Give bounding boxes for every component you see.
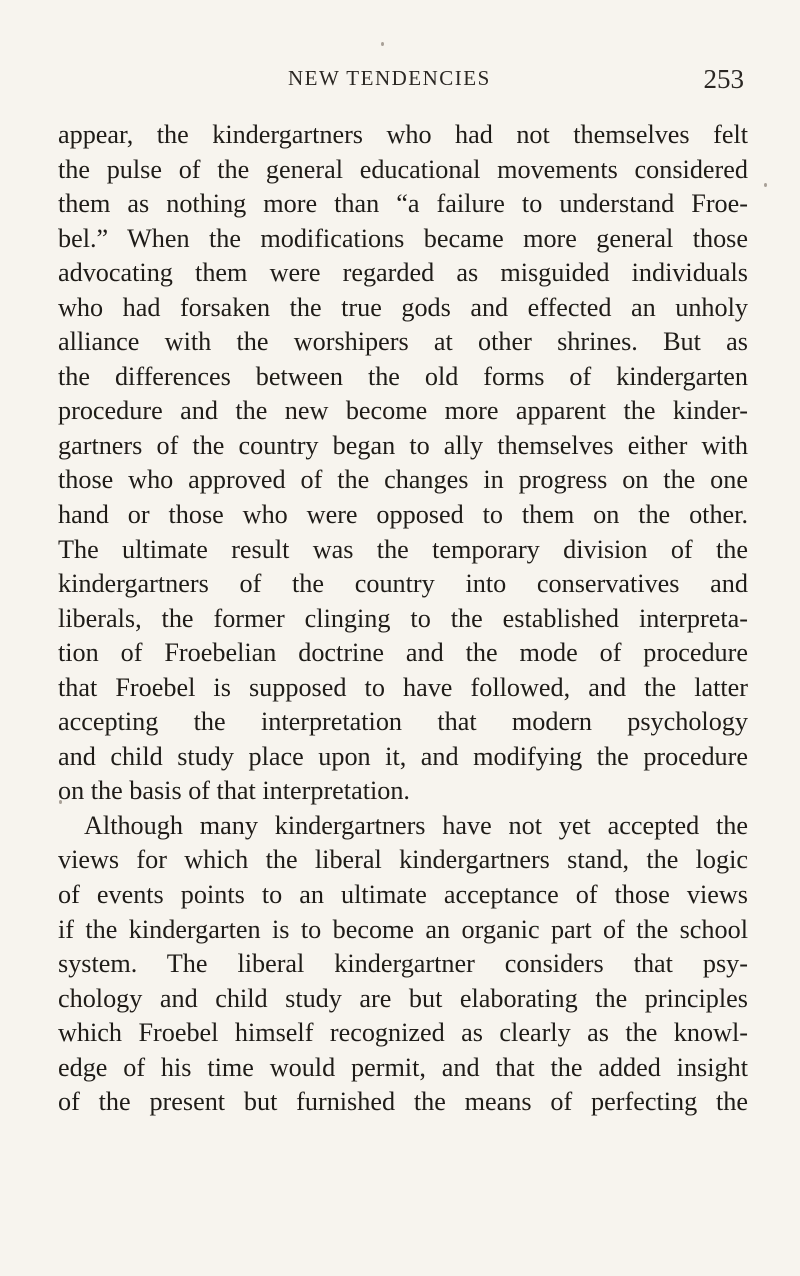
print-speck: [764, 183, 767, 187]
text-line: liberals, the former clinging to the established interpreta-: [58, 603, 748, 633]
text-line: that Froebel is supposed to have followed, and the latter: [58, 672, 748, 702]
text-line: the differences between the old forms of kindergarten: [58, 361, 748, 391]
text-line: kindergartners of the country into conservatives and: [58, 569, 748, 599]
text-line: alliance with the worshipers at other shrines. But as: [58, 327, 748, 357]
text-line: advocating them were regarded as misguided individuals: [58, 258, 748, 288]
text-line: bel.” When the modifications became more general those: [58, 223, 748, 253]
text-line: Although many kindergartners have not yet accepted the: [84, 810, 748, 840]
text-line: of the present but furnished the means of perfecting the: [58, 1087, 748, 1117]
text-line: of events points to an ultimate acceptance of those views: [58, 880, 748, 910]
text-line: if the kindergarten is to become an organic part of the school: [58, 914, 748, 944]
paragraph-1: [58, 118, 748, 809]
text-line: gartners of the country began to ally themselves either with: [58, 430, 748, 460]
text-line: on the basis of that interpretation.: [58, 776, 410, 806]
text-line: which Froebel himself recognized as clearly as the knowl-: [58, 1018, 748, 1048]
text-line: hand or those who were opposed to them on the other.: [58, 500, 748, 530]
text-line: chology and child study are but elaborating the principles: [58, 983, 748, 1013]
running-head-title: NEW TENDENCIES: [288, 66, 491, 90]
text-line: appear, the kindergartners who had not themselves felt: [58, 120, 748, 149]
text-line: and child study place upon it, and modifying the procedure: [58, 741, 748, 771]
text-line: them as nothing more than “a failure to understand Froe-: [58, 189, 748, 219]
text-line: system. The liberal kindergartner considers that psy-: [58, 949, 748, 979]
text-line: tion of Froebelian doctrine and the mode of procedure: [58, 638, 748, 668]
text-line: The ultimate result was the temporary division of the: [58, 534, 748, 564]
text-line: edge of his time would permit, and that the added insight: [58, 1052, 748, 1082]
print-speck: [381, 42, 384, 46]
body-text: [58, 118, 748, 1120]
text-line: the pulse of the general educational movements considered: [58, 154, 748, 184]
paragraph-2: [58, 809, 748, 1120]
text-line: accepting the interpretation that modern psychology: [58, 707, 748, 737]
running-head: [58, 64, 748, 100]
text-line: those who approved of the changes in progress on the one: [58, 465, 748, 495]
page-number: 253: [703, 64, 744, 94]
text-line: views for which the liberal kindergartners stand, the logic: [58, 845, 748, 875]
text-line: procedure and the new become more apparent the kinder-: [58, 396, 748, 426]
text-line: who had forsaken the true gods and effected an unholy: [58, 292, 748, 322]
